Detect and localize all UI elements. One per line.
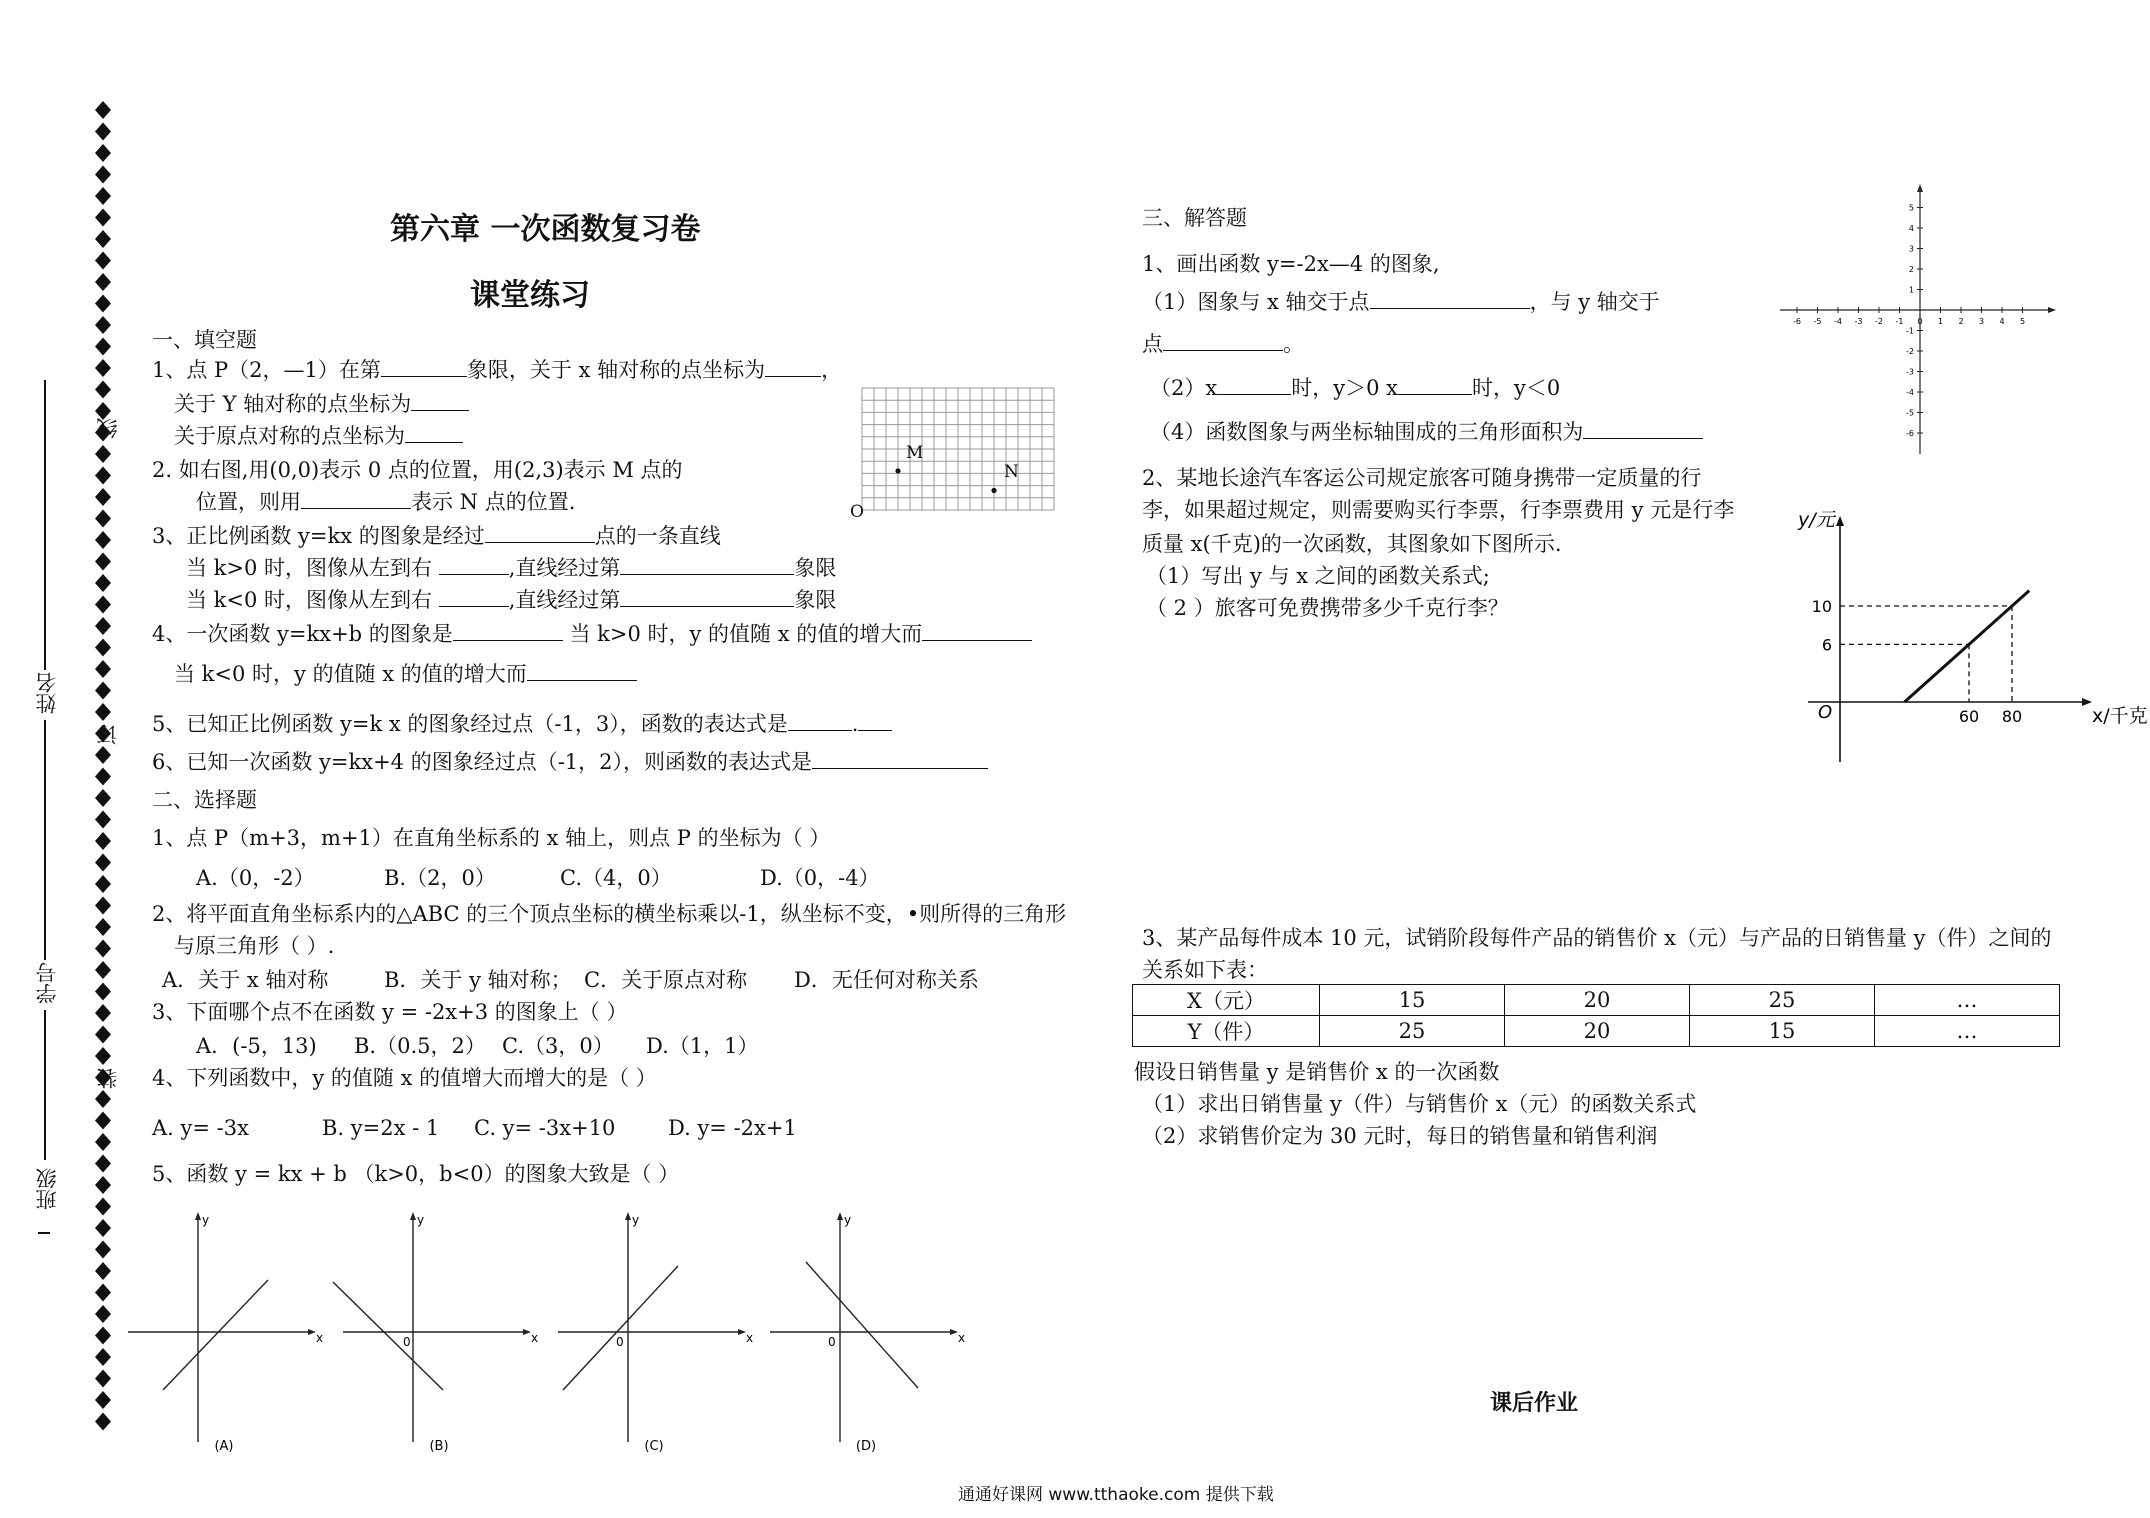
x-tick-label: 80 bbox=[2001, 707, 2023, 726]
graph-option-label: (C) bbox=[644, 1439, 664, 1454]
diamond-shape bbox=[95, 1262, 111, 1280]
y-tick-label: -4 bbox=[1906, 388, 1914, 397]
question-3-3-line5: （2）求销售价定为 30 元时，每日的销售量和销售利润 bbox=[1142, 1124, 1658, 1148]
margin-label-zhuang: 装 bbox=[96, 1068, 120, 1089]
question-2-2-opt-a: A．关于 x 轴对称 bbox=[162, 968, 329, 992]
graph-option-label: (D) bbox=[855, 1439, 877, 1454]
question-3-3-line4: （1）求出日销售量 y（件）与销售价 x（元）的函数关系式 bbox=[1142, 1092, 1697, 1116]
question-2-1: 1、点 P（m+3，m+1）在直角坐标系的 x 轴上，则点 P 的坐标为（ ） bbox=[152, 826, 831, 850]
y-tick-label: 1 bbox=[1908, 285, 1914, 295]
diamond-shape bbox=[95, 273, 111, 291]
diamond-shape bbox=[95, 596, 111, 614]
diamond-shape bbox=[95, 381, 111, 399]
table-cell: X（元） bbox=[1133, 985, 1320, 1016]
question-3-1-line4: （2）x 时，y＞0 x 时，y＜0 bbox=[1150, 376, 1561, 400]
table-cell: 15 bbox=[1320, 985, 1505, 1016]
y-tick-label: -5 bbox=[1906, 408, 1914, 418]
diamond-shape bbox=[95, 1133, 111, 1151]
diamond-shape bbox=[95, 1090, 111, 1108]
x-axis-arrow bbox=[523, 1329, 531, 1335]
margin-label-ding: 订 bbox=[96, 724, 120, 745]
origin-label: 0 bbox=[828, 1335, 836, 1349]
diamond-shape bbox=[95, 639, 111, 657]
function-line bbox=[563, 1266, 678, 1390]
diamond-shape bbox=[95, 854, 111, 872]
class-field-line bbox=[44, 1010, 46, 1160]
question-2-1-opt-c: C.（4，0） bbox=[560, 866, 672, 890]
diamond-shape bbox=[95, 553, 111, 571]
origin-label: O bbox=[1818, 702, 1833, 723]
question-2-3-opt-a: A．(-5，13) bbox=[196, 1034, 317, 1058]
y-tick-label: -6 bbox=[1906, 429, 1914, 438]
y-axis-label: y bbox=[844, 1213, 852, 1227]
option-graphs bbox=[118, 1210, 988, 1454]
section-answer-heading: 三、解答题 bbox=[1142, 206, 1247, 230]
diamond-shape bbox=[95, 230, 111, 248]
y-tick-label: 10 bbox=[1811, 597, 1832, 616]
diamond-shape bbox=[95, 1413, 111, 1431]
x-tick-label: -5 bbox=[1813, 317, 1822, 326]
table-cell: 25 bbox=[1690, 985, 1875, 1016]
x-tick-label: 5 bbox=[2019, 317, 2026, 326]
question-2-4-opt-d: D. y= -2x+1 bbox=[668, 1116, 797, 1140]
luggage-fee-graph bbox=[1770, 500, 2148, 770]
diamond-shape bbox=[95, 488, 111, 506]
table-cell: Y（件） bbox=[1133, 1016, 1320, 1047]
x-axis-arrow bbox=[950, 1329, 958, 1335]
class-field-label: 班级 bbox=[35, 1168, 59, 1210]
question-3-2-line2: 李，如果超过规定，则需要购买行李票，行李票费用 y 元是行李 bbox=[1142, 498, 1735, 522]
diamond-shape bbox=[95, 209, 111, 227]
x-axis-arrow bbox=[308, 1329, 316, 1335]
question-2-3-opt-d: D.（1，1） bbox=[646, 1034, 759, 1058]
diamond-shape bbox=[95, 359, 111, 377]
question-2-4: 4、下列函数中，y 的值随 x 的值增大而增大的是（ ） bbox=[152, 1066, 657, 1090]
question-1-4-line2: 当 k<0 时，y 的值随 x 的值的增大而 bbox=[174, 660, 637, 688]
diamond-shape bbox=[95, 1155, 111, 1173]
function-line bbox=[163, 1280, 268, 1390]
question-2-2-line2: 与原三角形（ ）. bbox=[174, 934, 335, 958]
diamond-shape bbox=[95, 703, 111, 721]
question-1-1-line3: 关于原点对称的点坐标为 bbox=[174, 422, 463, 450]
function-line bbox=[1905, 591, 2030, 702]
y-axis-arrow bbox=[1917, 184, 1923, 192]
diamond-shape bbox=[95, 832, 111, 850]
diamond-shape bbox=[95, 338, 111, 356]
question-2-2-opt-d: D．无任何对称关系 bbox=[794, 968, 979, 992]
question-2-3-opt-b: B.（0.5，2） bbox=[354, 1034, 486, 1058]
name-field-label: 姓名 bbox=[35, 672, 59, 714]
name-field-line bbox=[44, 380, 46, 670]
table-cell: 20 bbox=[1505, 985, 1690, 1016]
question-3-3-line1: 3、某产品每件成本 10 元，试销阶段每件产品的销售价 x（元）与产品的日销售量 y（件）之间的 bbox=[1142, 926, 2052, 950]
question-2-3: 3、下面哪个点不在函数 y = -2x+3 的图象上（ ） bbox=[152, 1000, 628, 1024]
y-axis-arrow bbox=[410, 1212, 416, 1220]
question-3-2-line5: （ 2 ）旅客可免费携带多少千克行李？ bbox=[1146, 596, 1509, 620]
diamond-shape bbox=[95, 1112, 111, 1130]
diamond-shape bbox=[95, 574, 111, 592]
diamond-shape bbox=[95, 295, 111, 313]
y-axis-arrow bbox=[1836, 516, 1844, 526]
coordinate-grid-mn bbox=[850, 384, 1060, 524]
diamond-shape bbox=[95, 983, 111, 1001]
diamond-shape bbox=[95, 1391, 111, 1409]
x-tick-label: -3 bbox=[1854, 317, 1863, 326]
x-tick-label: -1 bbox=[1895, 317, 1904, 326]
page-title: 第六章 一次函数复习卷 bbox=[390, 212, 701, 247]
grid-label-n: N bbox=[1004, 462, 1019, 482]
diamond-shape bbox=[95, 1284, 111, 1302]
diamond-shape bbox=[95, 101, 111, 119]
question-1-5: 5、已知正比例函数 y=k x 的图象经过点（-1，3），函数的表达式是 . bbox=[152, 710, 892, 738]
origin-label: 0 bbox=[616, 1335, 624, 1349]
x-tick-label: -6 bbox=[1793, 317, 1801, 326]
diamond-shape bbox=[95, 1219, 111, 1237]
function-line bbox=[333, 1282, 443, 1390]
point-n bbox=[991, 488, 996, 493]
x-tick-label: -4 bbox=[1834, 317, 1842, 326]
x-axis-label: x bbox=[316, 1331, 324, 1345]
diamond-shape bbox=[95, 1305, 111, 1323]
x-tick-label: 60 bbox=[1958, 707, 1980, 726]
x-tick-label: 4 bbox=[1999, 317, 2005, 326]
diamond-shape bbox=[95, 1370, 111, 1388]
diamond-shape bbox=[95, 789, 111, 807]
y-tick-label: -3 bbox=[1906, 367, 1914, 377]
question-3-3-line3: 假设日销售量 y 是销售价 x 的一次函数 bbox=[1134, 1060, 1500, 1084]
grid-label-origin: O bbox=[850, 502, 864, 522]
table-row bbox=[1133, 985, 2060, 1016]
diamond-shape bbox=[95, 897, 111, 915]
y-axis-label: y/元 bbox=[1798, 509, 1835, 531]
question-2-1-opt-d: D.（0，-4） bbox=[760, 866, 880, 890]
table-cell: … bbox=[1875, 985, 2060, 1016]
y-tick-label: 2 bbox=[1908, 265, 1914, 274]
question-1-2-line1: 2. 如右图,用(0,0)表示 0 点的位置，用(2,3)表示 M 点的 bbox=[152, 458, 683, 482]
diamond-shape bbox=[95, 123, 111, 141]
question-3-1-line3: 点 。 bbox=[1142, 332, 1304, 356]
id-field-line bbox=[44, 720, 46, 960]
diamond-shape bbox=[95, 660, 111, 678]
diamond-shape bbox=[95, 617, 111, 635]
x-axis-arrow bbox=[2082, 698, 2092, 706]
diamond-shape bbox=[95, 1047, 111, 1065]
question-3-1-line2: （1）图象与 x 轴交于点 ，与 y 轴交于 bbox=[1142, 290, 1660, 314]
y-tick-label: 5 bbox=[1908, 203, 1914, 213]
diamond-shape bbox=[95, 144, 111, 162]
x-axis-label: x bbox=[531, 1331, 539, 1345]
x-axis-label: x bbox=[746, 1331, 754, 1345]
diamond-shape bbox=[95, 1327, 111, 1345]
question-1-4-line1: 4、一次函数 y=kx+b 的图象是 当 k>0 时，y 的值随 x 的值的增大而 bbox=[152, 620, 1032, 648]
page-subtitle: 课堂练习 bbox=[470, 278, 590, 313]
diamond-shape bbox=[95, 1241, 111, 1259]
margin-label-xian: 线 bbox=[96, 418, 120, 439]
x-axis-label: x/千克 bbox=[2092, 705, 2148, 727]
y-axis-label: y bbox=[202, 1213, 210, 1227]
table-cell: 15 bbox=[1690, 1016, 1875, 1047]
y-axis-label: y bbox=[632, 1213, 640, 1227]
page-footer: 通通好课网 www.tthaoke.com 提供下载 bbox=[958, 1485, 1274, 1505]
y-axis-arrow bbox=[837, 1212, 843, 1220]
diamond-shape bbox=[95, 252, 111, 270]
y-tick-label: 4 bbox=[1908, 224, 1914, 233]
grid-label-m: M bbox=[906, 443, 924, 463]
x-axis-arrow bbox=[2048, 307, 2056, 313]
diamond-shape bbox=[95, 682, 111, 700]
homework-heading: 课后作业 bbox=[1490, 1391, 1579, 1416]
id-field-label: 学号 bbox=[35, 962, 59, 1004]
diamond-shape bbox=[95, 531, 111, 549]
y-tick-label: 6 bbox=[1821, 635, 1832, 655]
question-1-1: 1、点 P（2，—1）在第 象限，关于 x 轴对称的点坐标为 ， bbox=[152, 358, 843, 382]
y-tick-label: -1 bbox=[1906, 326, 1914, 336]
diamond-shape bbox=[95, 940, 111, 958]
question-3-1-line1: 1、画出函数 y=-2x—4 的图象, bbox=[1142, 252, 1440, 276]
question-3-1-line5: （4）函数图象与两坐标轴围成的三角形面积为 bbox=[1150, 418, 1703, 446]
diamond-shape bbox=[95, 1198, 111, 1216]
question-3-2-line4: （1）写出 y 与 x 之间的函数关系式; bbox=[1146, 564, 1490, 588]
x-tick-label: 2 bbox=[1958, 317, 1964, 326]
diamond-shape bbox=[95, 768, 111, 786]
diamond-shape bbox=[95, 316, 111, 334]
diamond-shape bbox=[95, 1176, 111, 1194]
table-cell: 20 bbox=[1505, 1016, 1690, 1047]
y-axis-arrow bbox=[195, 1212, 201, 1220]
y-axis-arrow bbox=[625, 1212, 631, 1220]
diamond-shape bbox=[95, 1348, 111, 1366]
question-1-3-line2: 当 k>0 时，图像从左到右 ,直线经过第 象限 bbox=[186, 556, 837, 580]
x-tick-label: 0 bbox=[1917, 317, 1923, 326]
function-line bbox=[806, 1262, 918, 1388]
diamond-shape bbox=[95, 875, 111, 893]
diamond-shape bbox=[95, 445, 111, 463]
diamond-shape bbox=[95, 961, 111, 979]
y-tick-label: -2 bbox=[1906, 347, 1914, 356]
diamond-shape bbox=[95, 1026, 111, 1044]
question-2-2-opt-c: C．关于原点对称 bbox=[584, 968, 748, 992]
question-1-3-line3: 当 k<0 时，图像从左到右 ,直线经过第 象限 bbox=[186, 588, 837, 612]
x-axis-label: x bbox=[958, 1331, 966, 1345]
diamond-shape bbox=[95, 918, 111, 936]
table-cell: 25 bbox=[1320, 1016, 1505, 1047]
graph-option-label: (B) bbox=[429, 1439, 449, 1454]
table-row bbox=[1133, 1016, 2060, 1047]
table-cell: … bbox=[1875, 1016, 2060, 1047]
graph-option-label: (A) bbox=[214, 1439, 234, 1454]
binding-diamond-border bbox=[88, 98, 118, 1438]
question-2-5: 5、函数 y = kx + b （k>0，b<0）的图象大致是（ ） bbox=[152, 1162, 680, 1186]
diamond-shape bbox=[95, 811, 111, 829]
sales-table bbox=[1132, 984, 2060, 1047]
y-axis-label: y bbox=[417, 1213, 425, 1227]
y-tick-label: 3 bbox=[1908, 244, 1914, 254]
x-tick-label: 3 bbox=[1978, 317, 1985, 326]
origin-label: 0 bbox=[403, 1335, 411, 1349]
question-2-4-opt-c: C. y= -3x+10 bbox=[474, 1116, 616, 1140]
question-3-3-line2: 关系如下表： bbox=[1142, 958, 1268, 982]
x-tick-label: -2 bbox=[1875, 317, 1883, 326]
question-2-3-opt-c: C.（3，0） bbox=[502, 1034, 614, 1058]
binding-margin-line bbox=[60, 380, 62, 1240]
question-2-4-opt-a: A. y= -3x bbox=[152, 1116, 249, 1140]
question-1-2-line2: 位置，则用 表示 N 点的位置. bbox=[196, 490, 576, 514]
section-choice-heading: 二、选择题 bbox=[152, 788, 257, 812]
question-1-1-line2: 关于 Y 轴对称的点坐标为 bbox=[174, 390, 469, 418]
diamond-shape bbox=[95, 510, 111, 528]
coordinate-axes-blank bbox=[1770, 182, 2060, 462]
class-field-tick bbox=[38, 1232, 50, 1234]
diamond-shape bbox=[95, 166, 111, 184]
question-2-2-opt-b: B．关于 y 轴对称； bbox=[384, 968, 572, 992]
question-3-2-line1: 2、某地长途汽车客运公司规定旅客可随身携带一定质量的行 bbox=[1142, 466, 1702, 490]
question-2-1-opt-b: B.（2，0） bbox=[384, 866, 496, 890]
section-fill-blank-heading: 一、填空题 bbox=[152, 328, 257, 352]
diamond-shape bbox=[95, 746, 111, 764]
question-2-2-line1: 2、将平面直角坐标系内的△ABC 的三个顶点坐标的横坐标乘以-1，纵坐标不变，•则所得的三角形 bbox=[152, 902, 1067, 926]
question-2-1-opt-a: A.（0，-2） bbox=[196, 866, 315, 890]
question-1-6: 6、已知一次函数 y=kx+4 的图象经过点（-1，2），则函数的表达式是 bbox=[152, 748, 988, 776]
x-tick-label: 1 bbox=[1937, 317, 1944, 326]
question-3-2-line3: 质量 x(千克)的一次函数，其图象如下图所示. bbox=[1142, 532, 1562, 556]
x-axis-arrow bbox=[738, 1329, 746, 1335]
diamond-shape bbox=[95, 1004, 111, 1022]
diamond-shape bbox=[95, 187, 111, 205]
diamond-shape bbox=[95, 467, 111, 485]
point-m bbox=[895, 468, 900, 473]
question-2-4-opt-b: B. y=2x - 1 bbox=[322, 1116, 440, 1140]
question-1-3-line1: 3、正比例函数 y=kx 的图象是经过 点的一条直线 bbox=[152, 524, 721, 548]
